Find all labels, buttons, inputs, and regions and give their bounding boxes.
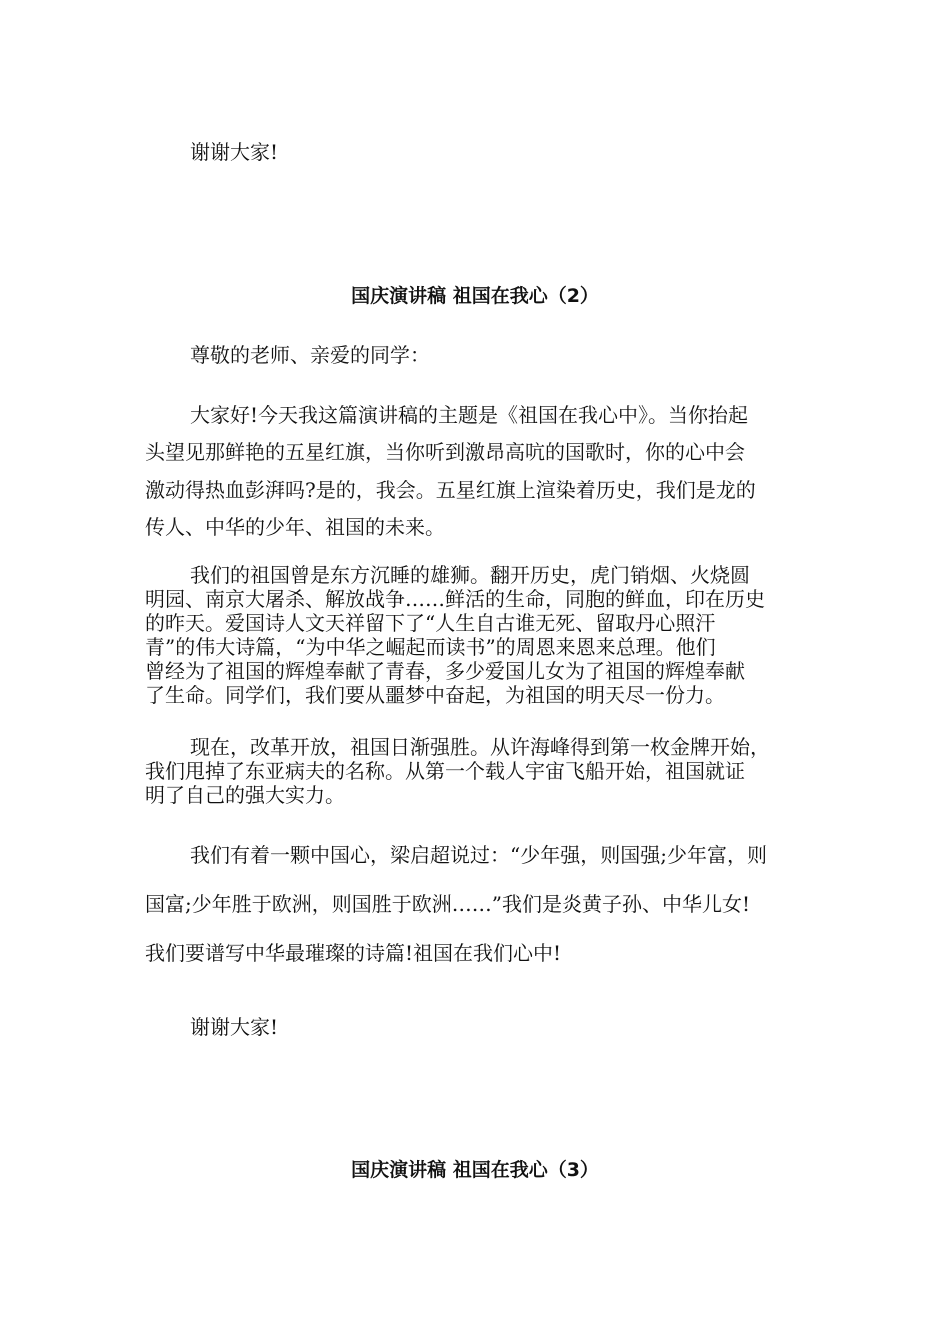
paragraph-line: 传人、中华的少年、祖国的未来。 (145, 515, 445, 539)
paragraph-line: 的昨天。爱国诗人文天祥留下了“人生自古谁无死、留取丹心照汗 (145, 611, 716, 635)
paragraph-line: 明了自己的强大实力。 (145, 783, 345, 807)
paragraph-line: 大家好!今天我这篇演讲稿的主题是《祖国在我心中》。当你抬起 (190, 403, 749, 427)
section-heading-2: 国庆演讲稿 祖国在我心（2） (351, 285, 599, 307)
closing-text-2: 谢谢大家! (190, 1015, 279, 1039)
paragraph-line: 我们有着一颗中国心，梁启超说过：“少年强，则国强;少年富，则 (190, 843, 767, 867)
paragraph-line: 明园、南京大屠杀、解放战争……鲜活的生命，同胞的鲜血，印在历史 (145, 587, 765, 611)
paragraph-line: 头望见那鲜艳的五星红旗，当你听到激昂高吭的国歌时，你的心中会 (145, 440, 745, 464)
section-heading-3: 国庆演讲稿 祖国在我心（3） (351, 1159, 599, 1181)
paragraph-line: 了生命。同学们，我们要从噩梦中奋起，为祖国的明天尽一份力。 (145, 683, 725, 707)
paragraph-line: 国富;少年胜于欧洲，则国胜于欧洲……”我们是炎黄子孙、中华儿女! (145, 892, 750, 916)
paragraph-line: 现在，改革开放，祖国日渐强胜。从许海峰得到第一枚金牌开始， (190, 735, 770, 759)
paragraph-line: 青”的伟大诗篇，“为中华之崛起而读书”的周恩来恩来总理。他们 (145, 635, 716, 659)
paragraph-line: 激动得热血彭湃吗?是的，我会。五星红旗上渲染着历史，我们是龙的 (145, 478, 756, 502)
paragraph-line: 我们的祖国曾是东方沉睡的雄狮。翻开历史，虎门销烟、火烧圆 (190, 563, 750, 587)
paragraph-line: 曾经为了祖国的辉煌奉献了青春，多少爱国儿女为了祖国的辉煌奉献 (145, 659, 745, 683)
paragraph-line: 我们甩掉了东亚病夫的名称。从第一个载人宇宙飞船开始，祖国就证 (145, 759, 745, 783)
salutation-text: 尊敬的老师、亲爱的同学： (190, 343, 430, 367)
closing-text-1: 谢谢大家! (190, 140, 279, 164)
paragraph-line: 我们要谱写中华最璀璨的诗篇!祖国在我们心中! (145, 941, 562, 965)
